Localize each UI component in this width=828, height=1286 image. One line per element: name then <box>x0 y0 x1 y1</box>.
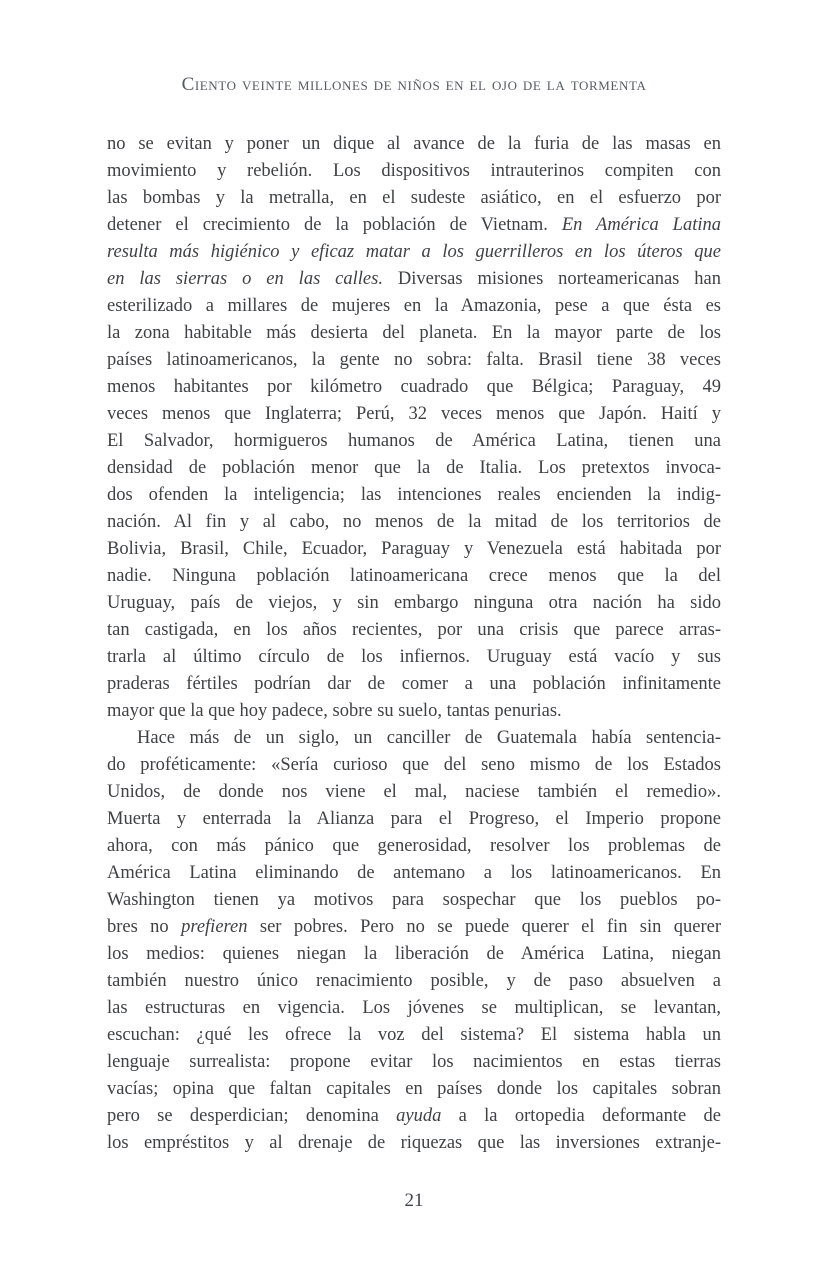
text-line <box>107 482 721 509</box>
text-segment: vacías; opina que faltan capitales en países donde los capitales sobran <box>107 1079 721 1099</box>
text-segment: Diversas misiones norteamericanas han <box>397 269 721 289</box>
text-line <box>107 347 721 374</box>
text-segment: Hace más de un siglo, un canciller de Guatemala había sentencia- <box>137 728 721 748</box>
text-segment: lenguaje surrealista: propone evitar los nacimientos en estas tierras <box>107 1052 721 1072</box>
page-number: 21 <box>404 1190 424 1211</box>
text-line <box>107 1103 721 1130</box>
body-text <box>107 131 721 1157</box>
text-segment: en las sierras o en las calles. <box>107 269 398 289</box>
text-line <box>107 1130 721 1157</box>
text-segment: las estructuras en vigencia. Los jóvenes se multiplican, se levantan, <box>107 998 721 1018</box>
text-segment: dos ofenden la inteligencia; las intenciones reales encienden la indig- <box>107 485 721 505</box>
text-line <box>107 212 721 239</box>
text-segment: países latinoamericanos, la gente no sobra: falta. Brasil tiene 38 veces <box>107 350 721 370</box>
text-segment: resulta más higiénico y eficaz matar a los guerrilleros en los úteros que <box>107 242 721 262</box>
text-line <box>107 590 721 617</box>
text-segment: El Salvador, hormigueros humanos de América Latina, tienen una <box>107 431 721 451</box>
text-line <box>107 455 721 482</box>
text-segment: Bolivia, Brasil, Chile, Ecuador, Paraguay y Venezuela está habitada por <box>107 539 721 559</box>
text-line <box>107 617 721 644</box>
text-line <box>107 779 721 806</box>
text-line <box>107 1076 721 1103</box>
text-segment: tan castigada, en los años recientes, por una crisis que parece arras- <box>107 620 721 640</box>
text-segment: ayuda <box>396 1106 442 1126</box>
text-segment: la zona habitable más desierta del planeta. En la mayor parte de los <box>107 323 721 343</box>
text-line <box>107 671 721 698</box>
text-line <box>107 563 721 590</box>
text-line <box>107 536 721 563</box>
text-line <box>107 266 721 293</box>
text-line <box>107 806 721 833</box>
text-segment: En América Latina <box>561 215 721 235</box>
text-segment: menos habitantes por kilómetro cuadrado que Bélgica; Paraguay, 49 <box>107 377 721 397</box>
text-segment: esterilizado a millares de mujeres en la Amazonia, pese a que ésta es <box>107 296 721 316</box>
text-line <box>107 1049 721 1076</box>
text-segment: nación. Al fin y al cabo, no menos de la mitad de los territorios de <box>107 512 721 532</box>
text-line <box>107 401 721 428</box>
text-segment: Unidos, de donde nos viene el mal, naciese también el remedio». <box>107 782 721 802</box>
text-segment: escuchan: ¿qué les ofrece la voz del sistema? El sistema habla un <box>107 1025 721 1045</box>
text-line <box>107 158 721 185</box>
text-line <box>107 374 721 401</box>
text-line <box>107 239 721 266</box>
text-segment: trarla al último círculo de los infiernos. Uruguay está vacío y sus <box>107 647 721 667</box>
text-segment: bres no <box>107 917 182 937</box>
text-line <box>107 725 721 752</box>
text-segment: no se evitan y poner un dique al avance de la furia de las masas en <box>107 134 721 154</box>
text-segment: Washington tienen ya motivos para sospechar que los pueblos po- <box>107 890 721 910</box>
text-line <box>107 1022 721 1049</box>
running-header: Ciento veinte millones de niños en el ojo de la tormenta <box>181 74 647 95</box>
text-segment: ahora, con más pánico que generosidad, resolver los problemas de <box>107 836 721 856</box>
text-line <box>107 320 721 347</box>
text-segment: veces menos que Inglaterra; Perú, 32 veces menos que Japón. Haití y <box>107 404 721 424</box>
text-line <box>107 644 721 671</box>
text-line <box>107 887 721 914</box>
text-segment: densidad de población menor que la de Italia. Los pretextos invoca- <box>107 458 721 478</box>
text-line <box>107 995 721 1022</box>
text-line <box>107 185 721 212</box>
text-line <box>107 131 721 158</box>
text-line <box>107 509 721 536</box>
text-segment: ser pobres. Pero no se puede querer el fin sin querer <box>247 917 721 937</box>
text-segment: América Latina eliminando de antemano a los latinoamericanos. En <box>107 863 721 883</box>
text-line <box>107 428 721 455</box>
text-segment: los empréstitos y al drenaje de riquezas que las inversiones extranje- <box>107 1133 721 1153</box>
text-line <box>107 752 721 779</box>
text-segment: las bombas y la metralla, en el sudeste asiático, en el esfuerzo por <box>107 188 721 208</box>
text-segment: movimiento y rebelión. Los dispositivos intrauterinos compiten con <box>107 161 721 181</box>
text-line <box>107 968 721 995</box>
text-segment: detener el crecimiento de la población de Vietnam. <box>107 215 562 235</box>
text-segment: los medios: quienes niegan la liberación de América Latina, niegan <box>107 944 721 964</box>
text-segment: pero se desperdician; denomina <box>107 1106 397 1126</box>
text-line <box>107 293 721 320</box>
text-line <box>107 833 721 860</box>
text-segment: a la ortopedia deformante de <box>441 1106 721 1126</box>
text-segment: Uruguay, país de viejos, y sin embargo ninguna otra nación ha sido <box>107 593 721 613</box>
text-segment: do proféticamente: «Sería curioso que del seno mismo de los Estados <box>107 755 721 775</box>
text-segment: nadie. Ninguna población latinoamericana crece menos que la del <box>107 566 721 586</box>
text-segment: Muerta y enterrada la Alianza para el Progreso, el Imperio propone <box>107 809 721 829</box>
text-segment: mayor que la que hoy padece, sobre su suelo, tantas penurias. <box>107 701 562 721</box>
text-segment: praderas fértiles podrían dar de comer a una población infinitamente <box>107 674 721 694</box>
text-segment: también nuestro único renacimiento posible, y de paso absuelven a <box>107 971 721 991</box>
text-line <box>107 914 721 941</box>
text-segment: prefieren <box>181 917 248 937</box>
text-line <box>107 698 721 725</box>
text-line <box>107 941 721 968</box>
text-line <box>107 860 721 887</box>
